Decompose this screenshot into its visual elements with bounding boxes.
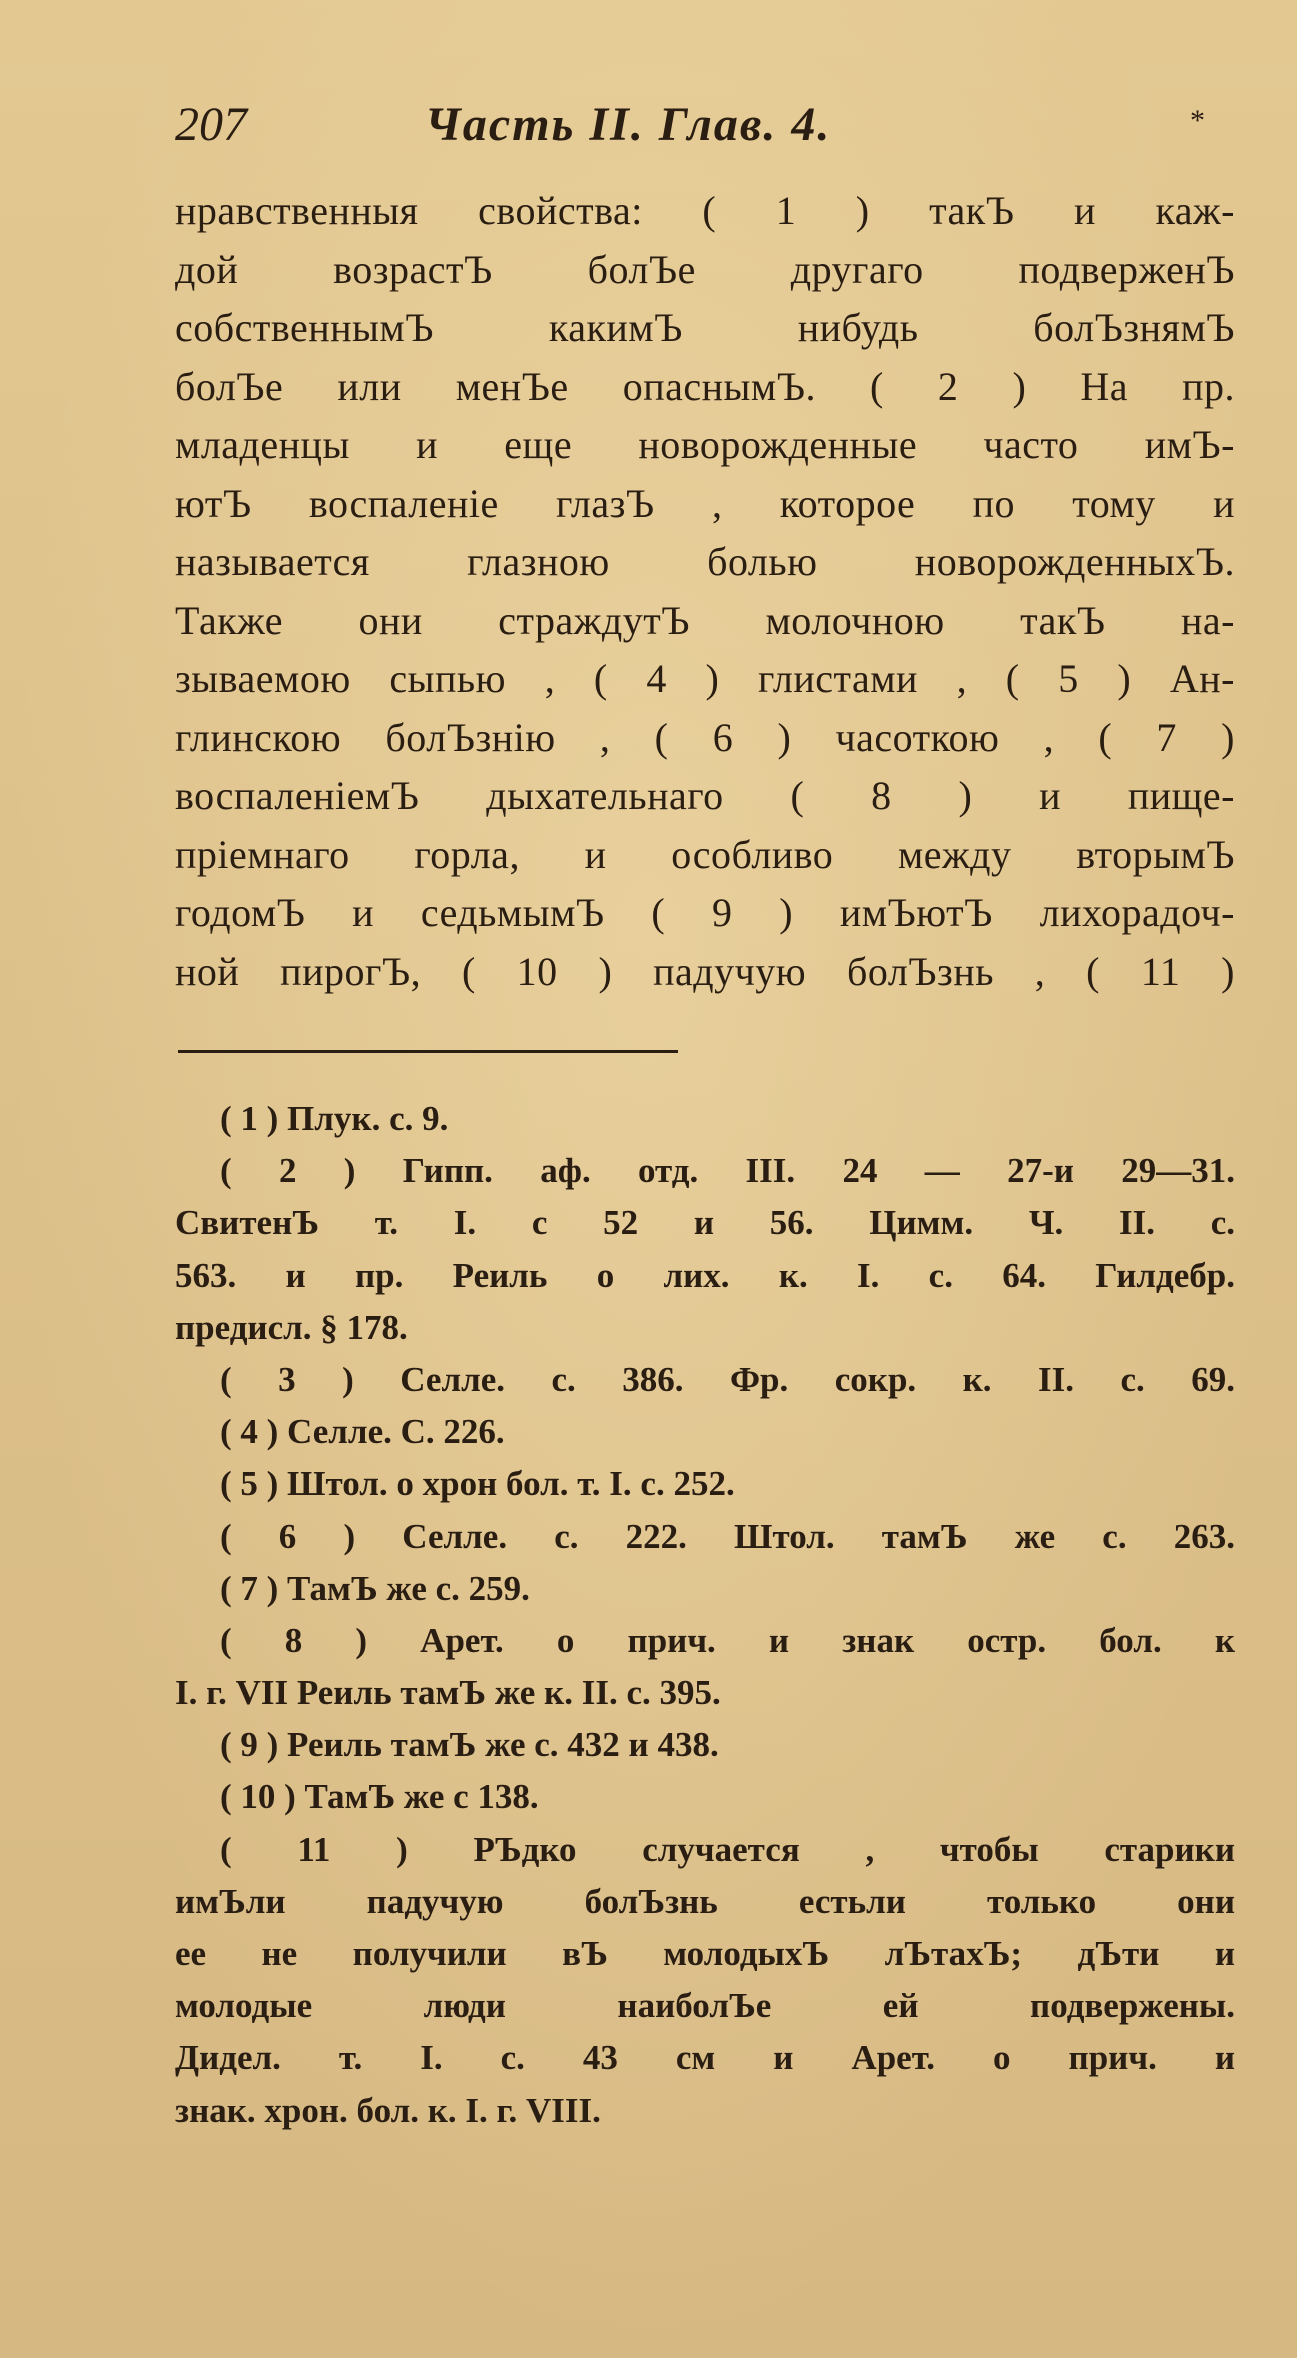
text-line: болЪе или менЪе опаснымЪ. ( 2 ) На пр.	[175, 363, 1235, 409]
text-line: воспаленіемЪ дыхательнаго ( 8 ) и пище-	[175, 773, 1235, 818]
footnote-line: ( 10 ) ТамЪ же с 138.	[220, 1777, 539, 1817]
corner-mark: *	[1190, 104, 1205, 137]
footnote-line: ( 5 ) Штол. о хрон бол. т. I. с. 252.	[220, 1464, 735, 1504]
footnote-line: 563. и пр. Реиль о лих. к. I. с. 64. Гилдебр.	[175, 1255, 1235, 1295]
text-line: нравственныя свойства: ( 1 ) такЪ и каж-	[175, 188, 1235, 233]
text-line: годомЪ и седьмымЪ ( 9 ) имЪютЪ лихорадоч-	[175, 890, 1235, 935]
footnote-line: ( 3 ) Селле. с. 386. Фр. сокр. к. II. с. 69.	[220, 1359, 1235, 1399]
text-line: называется глазною болью новорожденныхЪ.	[175, 539, 1235, 584]
footnote-line: ( 4 ) Селле. С. 226.	[220, 1412, 505, 1452]
footnote-line: ( 7 ) ТамЪ же с. 259.	[220, 1568, 530, 1608]
text-line: пріемнаго горла, и особливо между вторымЪ	[175, 831, 1235, 877]
footnote-line: ( 9 ) Реиль тамЪ же с. 432 и 438.	[220, 1725, 719, 1765]
footnote-line: предисл. § 178.	[175, 1307, 408, 1347]
footnote-line: I. г. VII Реиль тамЪ же к. II. с. 395.	[175, 1673, 721, 1713]
footnote-line: ( 8 ) Арет. о прич. и знак остр. бол. к	[220, 1620, 1235, 1660]
footnote-line: ( 11 ) РЪдко случается , чтобы старики	[220, 1829, 1235, 1869]
footnote-line: имЪли падучую болЪзнь естьли только они	[175, 1881, 1235, 1921]
footnotes	[175, 1093, 1235, 2137]
footnote-line: ( 2 ) Гипп. аф. отд. III. 24 — 27-и 29—31.	[220, 1151, 1235, 1191]
text-line: зываемою сыпью , ( 4 ) глистами , ( 5 ) Ан-	[175, 656, 1235, 701]
footnote-line: Дидел. т. I. с. 43 см и Арет. о прич. и	[175, 2038, 1235, 2078]
running-title: Часть II. Глав. 4.	[425, 98, 832, 151]
footnote-line: СвитенЪ т. I. с 52 и 56. Цимм. Ч. II. с.	[175, 1203, 1235, 1243]
page-header	[175, 95, 1205, 155]
text-line: дой возрастЪ болЪе другаго подверженЪ	[175, 246, 1235, 292]
text-line: ной пирогЪ, ( 10 ) падучую болЪзнь , ( 11 )	[175, 948, 1235, 994]
footnote-line: знак. хрон. бол. к. I. г. VIII.	[175, 2090, 601, 2130]
footnote-divider	[178, 1050, 678, 1053]
text-line: младенцы и еще новорожденные часто имЪ-	[175, 422, 1235, 467]
text-line: глинскою болЪзнію , ( 6 ) часоткою , ( 7 )	[175, 714, 1235, 760]
footnote-line: ее не получили вЪ молодыхЪ лЪтахЪ; дЪти и	[175, 1934, 1235, 1973]
main-text	[175, 182, 1235, 1001]
footnote-line: ( 6 ) Селле. с. 222. Штол. тамЪ же с. 263.	[220, 1516, 1235, 1556]
text-line: собственнымЪ какимЪ нибудь болЪзнямЪ	[175, 305, 1235, 350]
page-number: 207	[175, 98, 247, 151]
footnote-line: ( 1 ) Плук. с. 9.	[220, 1099, 449, 1138]
text-line: ютЪ воспаленіе глазЪ , которое по тому и	[175, 480, 1235, 526]
text-line: Также они страждутЪ молочною такЪ на-	[175, 597, 1235, 643]
footnote-line: молодые люди наиболЪе ей подвержены.	[175, 1986, 1235, 2026]
